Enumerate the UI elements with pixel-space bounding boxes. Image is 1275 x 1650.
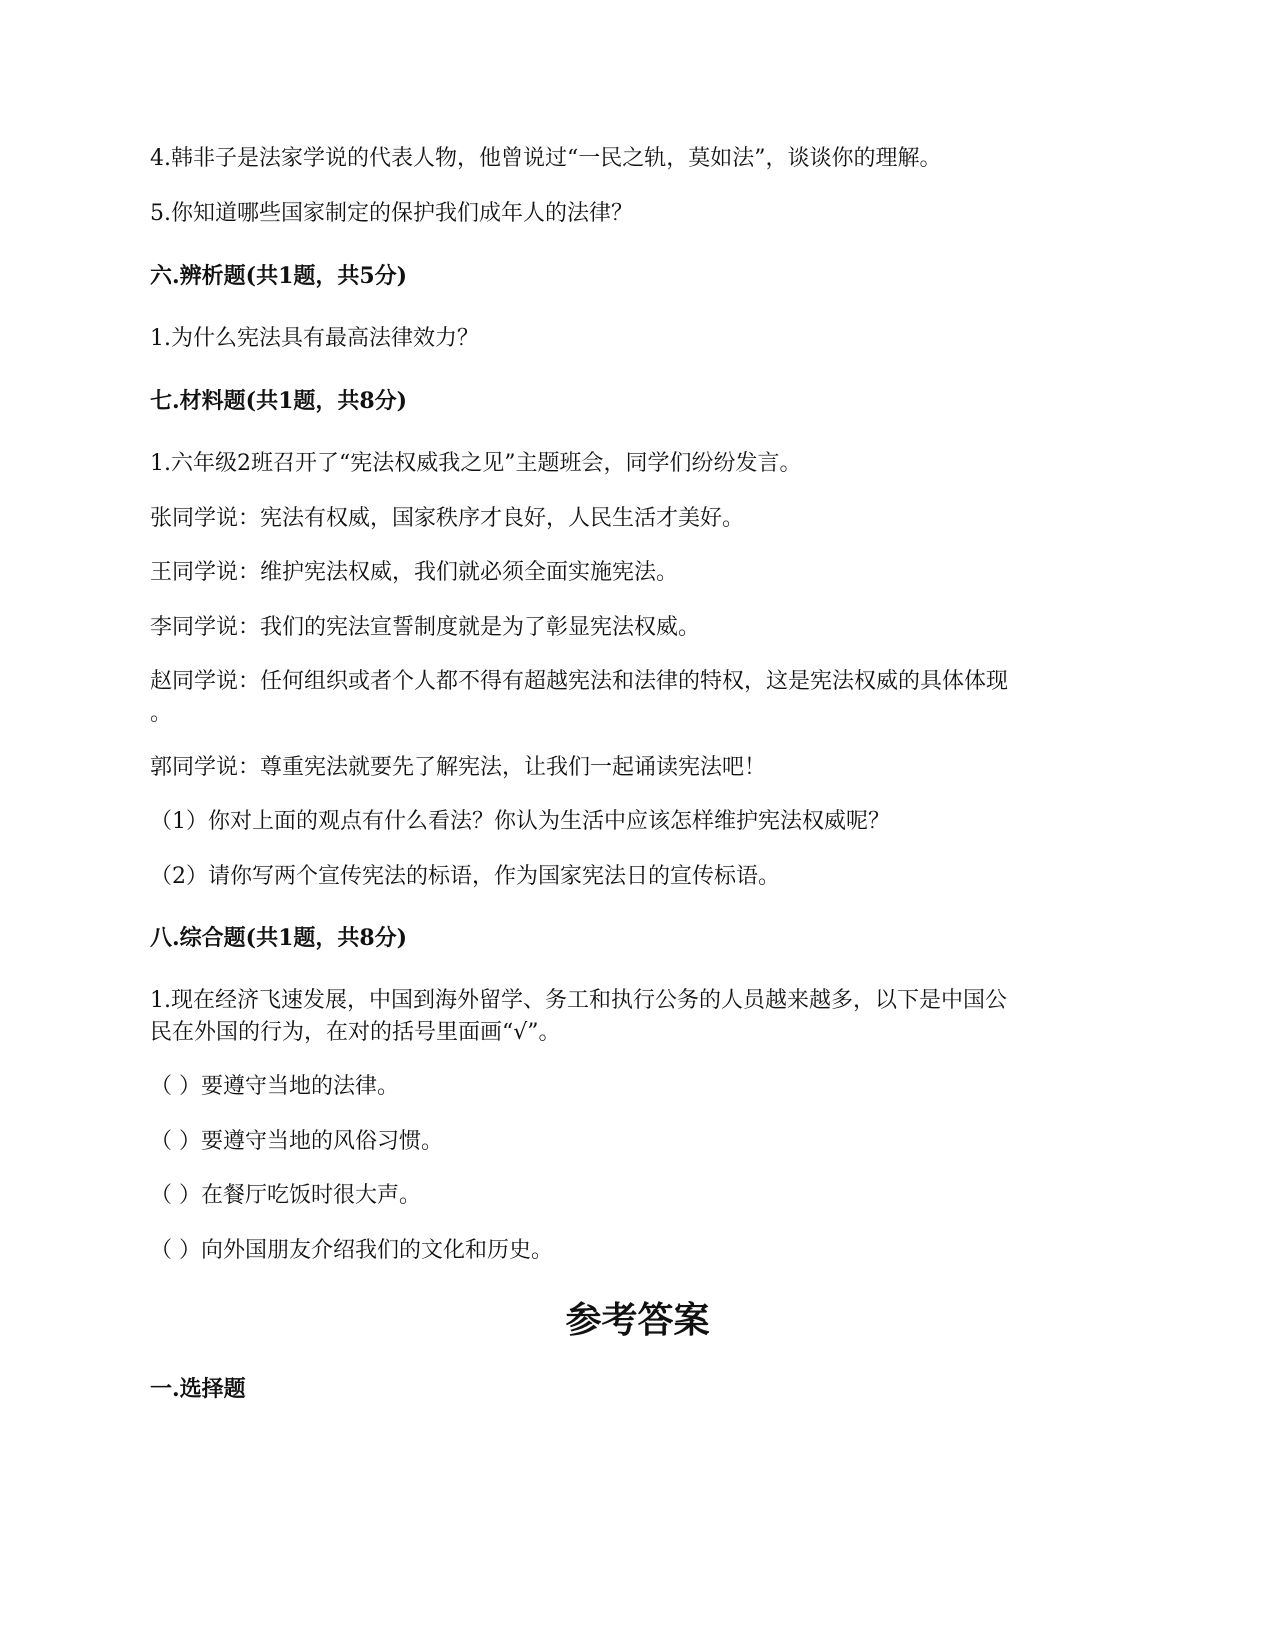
section-heading-6: 六.辨析题(共1题，共5分)	[150, 263, 408, 289]
statement-zhang: 张同学说：宪法有权威，国家秩序才良好，人民生活才美好。	[150, 506, 745, 531]
option-item: （ ）要遵守当地的法律。	[150, 1074, 399, 1099]
statement-zhao-continuation: 。	[150, 701, 173, 726]
question-6-1: 1.为什么宪法具有最高法律效力？	[150, 326, 479, 351]
statement-zhao: 赵同学说：任何组织或者个人都不得有超越宪法和法律的特权，这是宪法权威的具体体现	[150, 669, 1009, 694]
answers-title: 参考答案	[565, 1299, 710, 1341]
question-8-1-line2: 民在外国的行为，在对的括号里面画“√”。	[150, 1020, 561, 1045]
question-8-1-line1: 1.现在经济飞速发展，中国到海外留学、务工和执行公务的人员越来越多，以下是中国公	[150, 988, 1007, 1013]
sub-question-2: （2）请你写两个宣传宪法的标语，作为国家宪法日的宣传标语。	[150, 864, 780, 889]
statement-li: 李同学说：我们的宪法宣誓制度就是为了彰显宪法权威。	[150, 615, 701, 640]
statement-wang: 王同学说：维护宪法权威，我们就必须全面实施宪法。	[150, 560, 679, 585]
question-5-5: 5.你知道哪些国家制定的保护我们成年人的法律？	[150, 201, 633, 226]
section-heading-8: 八.综合题(共1题，共8分)	[150, 925, 408, 951]
statement-guo: 郭同学说：尊重宪法就要先了解宪法，让我们一起诵读宪法吧！	[150, 755, 767, 780]
question-5-4: 4.韩非子是法家学说的代表人物，他曾说过“一民之轨，莫如法”，谈谈你的理解。	[150, 146, 942, 171]
option-item: （ ）要遵守当地的风俗习惯。	[150, 1129, 443, 1154]
option-item: （ ）向外国朋友介绍我们的文化和历史。	[150, 1238, 553, 1263]
answers-section-heading-1: 一.选择题	[150, 1376, 246, 1402]
sub-question-1: （1）你对上面的观点有什么看法？你认为生活中应该怎样维护宪法权威呢？	[150, 809, 890, 834]
section-heading-7: 七.材料题(共1题，共8分)	[150, 388, 408, 414]
option-item: （ ）在餐厅吃饭时很大声。	[150, 1183, 421, 1208]
question-7-1-intro: 1.六年级2班召开了“宪法权威我之见”主题班会，同学们纷纷发言。	[150, 451, 802, 476]
